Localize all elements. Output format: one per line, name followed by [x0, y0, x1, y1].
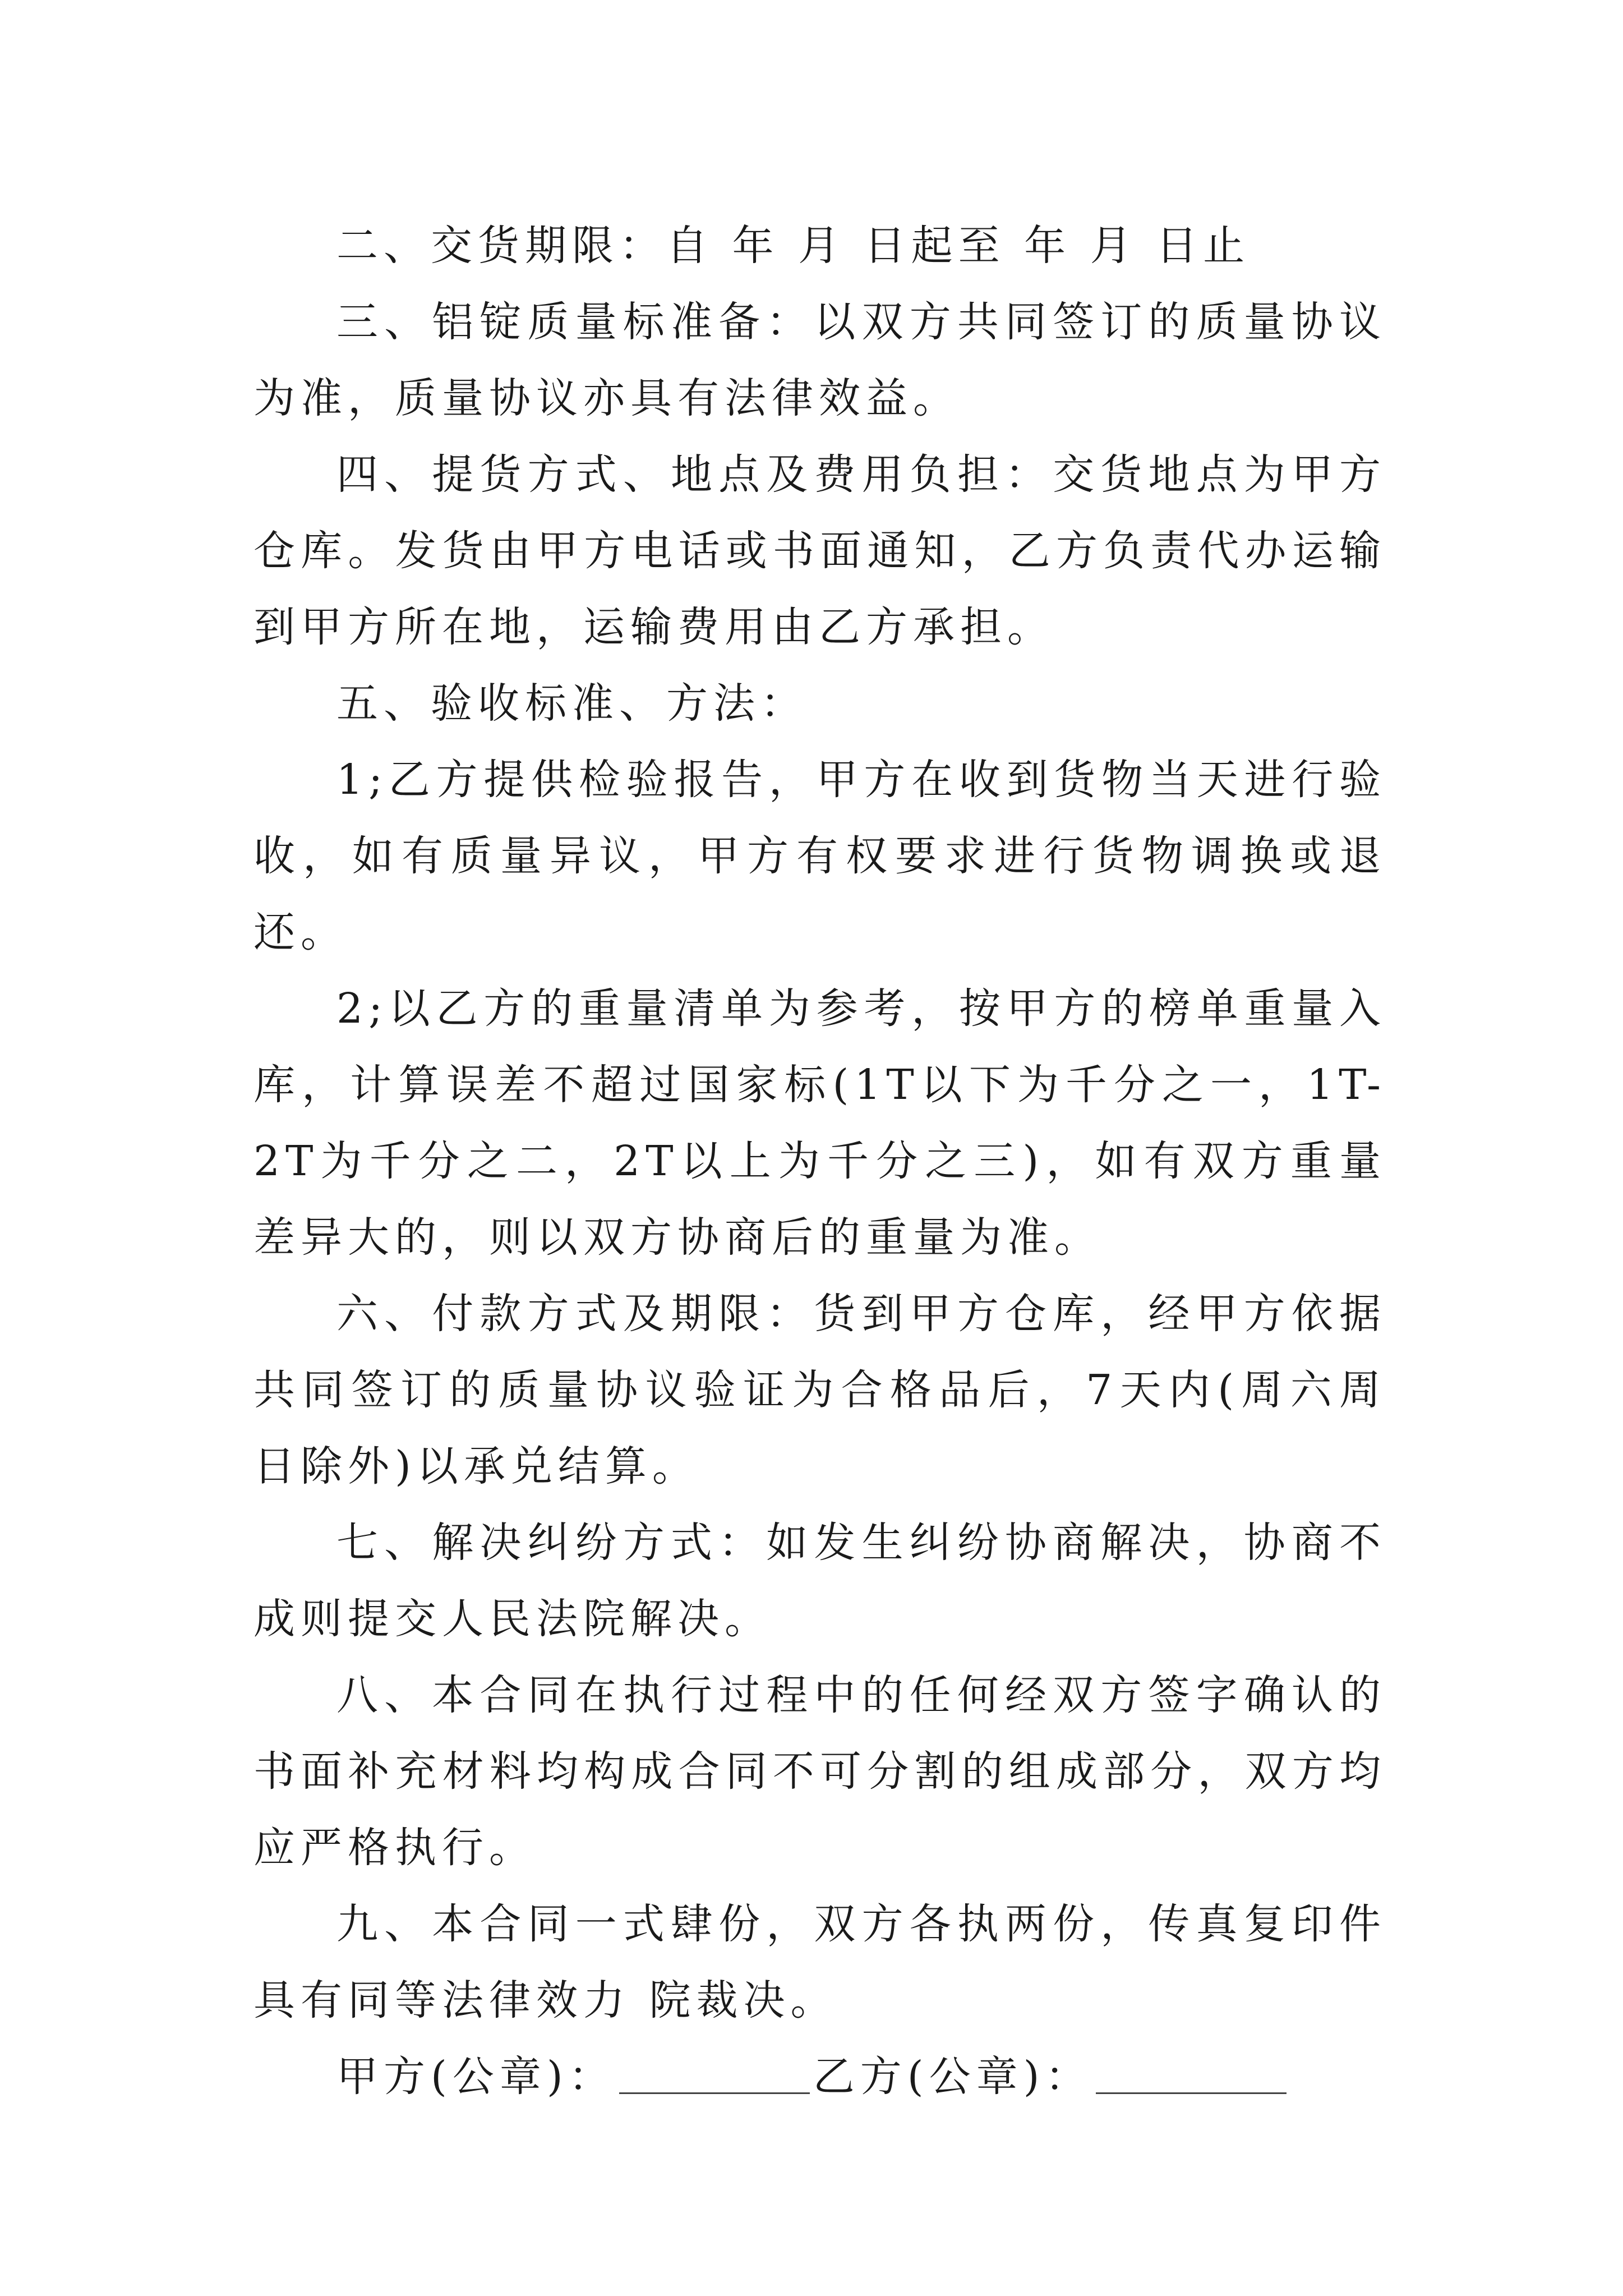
clause-supplements: 八、本合同在执行过程中的任何经双方签字确认的书面补充材料均构成合同不可分割的组成部分，双方均应严格执行。: [253, 1671, 1386, 1872]
clause-copies: 九、本合同一式肆份，双方各执两份，传真复印件具有同等法律效力 院裁决。: [253, 1900, 1386, 2024]
clause-quality-standard: 三、铝锭质量标准备：以双方共同签订的质量协议为准，质量协议亦具有法律效益。: [253, 298, 1386, 422]
party-b-blank[interactable]: [1096, 2051, 1287, 2094]
clause-acceptance-item-1: 1;乙方提供检验报告，甲方在收到货物当天进行验收，如有质量异议，甲方有权要求进行货物调换或退还。: [253, 756, 1386, 956]
contract-body: [253, 208, 1386, 2115]
clause-dispute: 七、解决纠纷方式：如发生纠纷协商解决，协商不成则提交人民法院解决。: [253, 1519, 1386, 1643]
clause-acceptance-heading: 五、验收标准、方法：: [336, 679, 808, 728]
party-a-blank[interactable]: [619, 2051, 810, 2094]
party-b-label: 乙方(公章)：: [813, 2053, 1092, 2101]
clause-delivery-period: 二、交货期限：自 年 月 日起至 年 月 日止: [336, 222, 1251, 270]
clause-pickup-method: 四、提货方式、地点及费用负担：交货地点为甲方仓库。发货由甲方电话或书面通知，乙方负责代办运输到甲方所在地，运输费用由乙方承担。: [253, 450, 1386, 651]
clause-acceptance-item-2: 2;以乙方的重量清单为参考，按甲方的榜单重量入库，计算误差不超过国家标(1T以下为千分之一，1T-2T为千分之二，2T以上为千分之三)，如有双方重量差异大的，则以双方协商后的重量为准。: [253, 984, 1386, 1262]
clause-payment: 六、付款方式及期限：货到甲方仓库，经甲方依据共同签订的质量协议验证为合格品后，7天内(周六周日除外)以承兑结算。: [253, 1290, 1386, 1490]
party-a-label: 甲方(公章)：: [336, 2053, 616, 2101]
signature-line: [253, 2039, 1386, 2115]
